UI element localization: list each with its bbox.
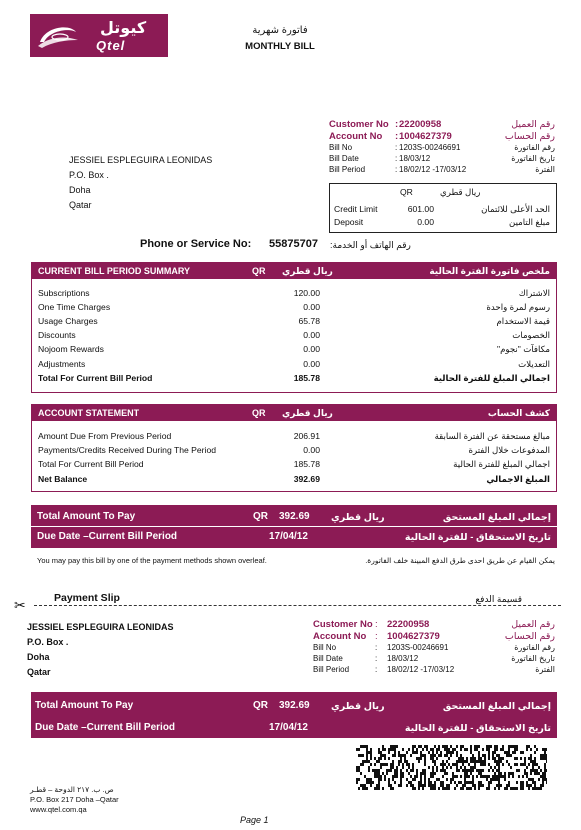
footer-website: www.qtel.com.qa: [30, 805, 87, 814]
table-row: [38, 445, 550, 458]
row-value: 0.00: [303, 358, 320, 369]
credit-row-label-arabic: مبلغ التامين: [509, 217, 550, 227]
table-row: [38, 288, 550, 301]
row-value: 185.78: [293, 372, 320, 383]
account-info-label: Customer No: [329, 119, 389, 130]
due-date-label: Due Date –Current Bill Period: [37, 531, 178, 542]
row-label-arabic: قيمة الاستخدام: [496, 316, 550, 327]
account-info-label-arabic: الفترة: [535, 165, 555, 174]
slip-total-currency: QR: [253, 700, 268, 711]
row-label: Usage Charges: [38, 316, 98, 327]
slip-info-colon: :: [375, 643, 378, 652]
logo-english: Qtel: [96, 38, 126, 53]
service-label-arabic: رقم الهاتف أو الخدمة:: [330, 240, 411, 250]
total-label: Total Amount To Pay: [37, 511, 136, 522]
row-label: One Time Charges: [38, 302, 111, 313]
credit-box: [329, 183, 557, 233]
total-amount: 392.69: [279, 511, 310, 522]
barcode-image: [356, 745, 547, 790]
logo-arabic: كيوتل: [100, 20, 147, 37]
footer-address-english: P.O. Box 217 Doha –Qatar: [30, 795, 119, 804]
row-value: 185.78: [293, 459, 320, 470]
row-label-arabic: المدفوعات خلال الفترة: [468, 445, 550, 456]
summary-title-arabic: ملخص فاتورة الفترة الحالية: [429, 265, 550, 276]
row-label-arabic: مبالغ مستحقة عن الفترة السابقة: [434, 431, 550, 441]
row-label-arabic: التعديلات: [518, 358, 550, 369]
slip-info-value: 1203S-00246691: [387, 643, 449, 652]
row-label-arabic: رسوم لمرة واحدة: [486, 302, 550, 313]
total-label-arabic: إجمالي المبلغ المستحق: [442, 512, 551, 523]
slip-info-value: 22200958: [387, 619, 430, 630]
slip-info-value: 18/03/12: [387, 654, 419, 663]
row-label-arabic: الاشتراك: [518, 288, 550, 298]
cut-line: [34, 605, 561, 606]
slip-info-label: Bill Period: [313, 665, 350, 674]
table-row: [38, 316, 550, 329]
account-info-label: Bill No: [329, 143, 353, 152]
account-info: [329, 119, 555, 177]
slip-customer-name: JESSIEL ESPLEGUIRA LEONIDAS: [27, 622, 174, 632]
row-label: Amount Due From Previous Period: [38, 431, 172, 441]
slip-customer-pobox: P.O. Box .: [27, 637, 69, 647]
credit-row-label: Credit Limit: [334, 204, 378, 214]
slip-info-colon: :: [375, 654, 378, 663]
slip-total-amount: 392.69: [279, 700, 310, 711]
slip-info-colon: :: [375, 665, 378, 674]
table-row: [38, 373, 550, 386]
slip-info-value: 1004627379: [387, 631, 440, 642]
credit-row-label: Deposit: [334, 217, 364, 227]
account-info-label-arabic: رقم الحساب: [504, 131, 555, 142]
row-value: 0.00: [303, 344, 320, 355]
due-date-value: 17/04/12: [269, 531, 308, 542]
row-label-arabic: اجمالي المبلغ للفترة الحالية: [453, 459, 550, 470]
credit-row-label-arabic: الحد الأعلى للائتمان: [481, 204, 550, 214]
row-value: 0.00: [303, 445, 320, 456]
credit-currency: QR: [400, 187, 413, 197]
slip-address: [27, 620, 174, 680]
service-label: Phone or Service No:: [140, 238, 252, 250]
account-info-value: 18/02/12 -17/03/12: [399, 165, 467, 174]
statement-header: [32, 405, 556, 421]
title-arabic: فاتورة شهرية: [252, 25, 308, 36]
row-label-arabic: الخصومات: [512, 330, 550, 341]
row-value: 0.00: [303, 330, 320, 341]
summary-header: [32, 263, 556, 279]
footer-address-arabic: ص. ب. ٢١٧ الدوحة – قطـر: [30, 785, 114, 794]
account-info-colon: :: [395, 131, 399, 142]
slip-total-currency-arabic: ريال قطري: [331, 701, 385, 712]
row-value: 0.00: [303, 302, 320, 313]
account-info-label: Bill Date: [329, 154, 359, 163]
service-number: 55875707: [269, 238, 318, 250]
account-info-value: 1004627379: [399, 131, 452, 142]
statement-currency-arabic: ريال قطري: [282, 407, 333, 418]
slip-info-label: Account No: [313, 631, 367, 642]
page-title: MONTHLY BILL: [245, 41, 315, 52]
statement-currency: QR: [252, 408, 266, 418]
slip-title: Payment Slip: [54, 592, 120, 604]
table-row: [38, 474, 550, 487]
slip-title-arabic: قسيمة الدفع: [440, 594, 522, 605]
customer-city: Doha: [69, 185, 91, 195]
account-info-label-arabic: رقم العميل: [511, 119, 555, 130]
row-label: Discounts: [38, 330, 76, 341]
table-row: [38, 344, 550, 357]
row-label: Nojoom Rewards: [38, 344, 104, 355]
summary-currency: QR: [252, 266, 266, 276]
swirl-icon: [36, 22, 80, 50]
payment-note: You may pay this bill by one of the payment methods shown overleaf.: [37, 556, 267, 565]
table-row: [38, 330, 550, 343]
slip-info-label-arabic: رقم الفاتورة: [514, 643, 555, 652]
summary-currency-arabic: ريال قطري: [282, 265, 333, 276]
slip-info-label-arabic: رقم الحساب: [504, 631, 555, 642]
account-info-colon: :: [395, 119, 399, 130]
slip-total-label: Total Amount To Pay: [35, 700, 134, 711]
slip-info-label: Customer No: [313, 619, 373, 630]
table-row: [38, 459, 550, 472]
payment-note-arabic: يمكن القيام عن طريق احدى طرق الدفع المبينة خلف الفاتورة.: [365, 556, 555, 565]
row-label-arabic: مكافآت "نجوم": [497, 344, 550, 355]
account-info-colon: :: [395, 143, 398, 152]
slip-customer-country: Qatar: [27, 667, 51, 677]
slip-info-label: Bill No: [313, 643, 337, 652]
qtel-logo: [30, 14, 168, 57]
table-row: [38, 359, 550, 372]
total-currency-arabic: ريال قطري: [331, 512, 385, 523]
slip-info-colon: :: [375, 619, 378, 630]
row-value: 206.91: [293, 431, 320, 441]
slip-customer-city: Doha: [27, 652, 50, 662]
slip-info-colon: :: [375, 631, 378, 642]
row-label: Total For Current Bill Period: [38, 459, 144, 470]
slip-info-label-arabic: الفترة: [535, 665, 555, 674]
slip-info-label-arabic: تاريخ الفاتورة: [511, 654, 555, 663]
slip-total-block: [31, 692, 557, 738]
customer-address: [69, 153, 212, 213]
slip-info-label-arabic: رقم العميل: [511, 619, 555, 630]
slip-account-info: [313, 619, 555, 677]
customer-pobox: P.O. Box .: [69, 170, 109, 180]
table-row: [38, 302, 550, 315]
table-row: [38, 431, 550, 444]
scissors-icon: ✂: [14, 597, 26, 613]
row-value: 120.00: [293, 288, 320, 298]
row-value: 392.69: [293, 473, 320, 484]
footer-address: [30, 785, 119, 815]
due-date-label-arabic: تاريخ الاستحقاق - للفترة الحالية: [404, 532, 551, 543]
row-value: 65.78: [298, 316, 320, 327]
customer-name: JESSIEL ESPLEGUIRA LEONIDAS: [69, 155, 213, 165]
row-label: Payments/Credits Received During The Period: [38, 445, 217, 456]
summary-title: CURRENT BILL PERIOD SUMMARY: [38, 266, 191, 276]
row-label: Net Balance: [38, 473, 88, 484]
total-currency: QR: [253, 511, 268, 522]
slip-info-label: Bill Date: [313, 654, 343, 663]
statement-title-arabic: كشف الحساب: [487, 407, 550, 418]
credit-row-value: 601.00: [407, 204, 434, 214]
slip-due-date-label-arabic: تاريخ الاستحقاق - للفترة الحالية: [404, 723, 551, 734]
credit-currency-arabic: ريال قطري: [440, 187, 481, 197]
account-info-label-arabic: تاريخ الفاتورة: [511, 154, 555, 163]
account-info-label: Bill Period: [329, 165, 366, 174]
account-statement-section: [31, 404, 557, 492]
customer-country: Qatar: [69, 200, 92, 210]
slip-due-date-value: 17/04/12: [269, 722, 308, 733]
account-info-value: 22200958: [399, 119, 442, 130]
row-label: Adjustments: [38, 358, 86, 369]
statement-title: ACCOUNT STATEMENT: [38, 408, 140, 418]
row-label: Total For Current Bill Period: [38, 372, 153, 383]
total-amount-block: [31, 505, 557, 548]
credit-row-value: 0.00: [417, 217, 434, 227]
account-info-colon: :: [395, 165, 398, 174]
account-info-value: 1203S-00246691: [399, 143, 461, 152]
account-info-colon: :: [395, 154, 398, 163]
row-label-arabic: اجمالي المبلغ للفترة الحالية: [433, 372, 550, 383]
account-info-label: Account No: [329, 131, 383, 142]
row-label: Subscriptions: [38, 288, 90, 298]
slip-due-date-label: Due Date –Current Bill Period: [35, 722, 176, 733]
page-number: Page 1: [240, 815, 269, 825]
slip-info-value: 18/02/12 -17/03/12: [387, 665, 455, 674]
row-label-arabic: المبلغ الاجمالي: [486, 473, 550, 484]
slip-total-label-arabic: إجمالي المبلغ المستحق: [442, 701, 551, 712]
account-info-value: 18/03/12: [399, 154, 431, 163]
account-info-label-arabic: رقم الفاتورة: [514, 143, 555, 152]
bill-summary-section: [31, 262, 557, 393]
